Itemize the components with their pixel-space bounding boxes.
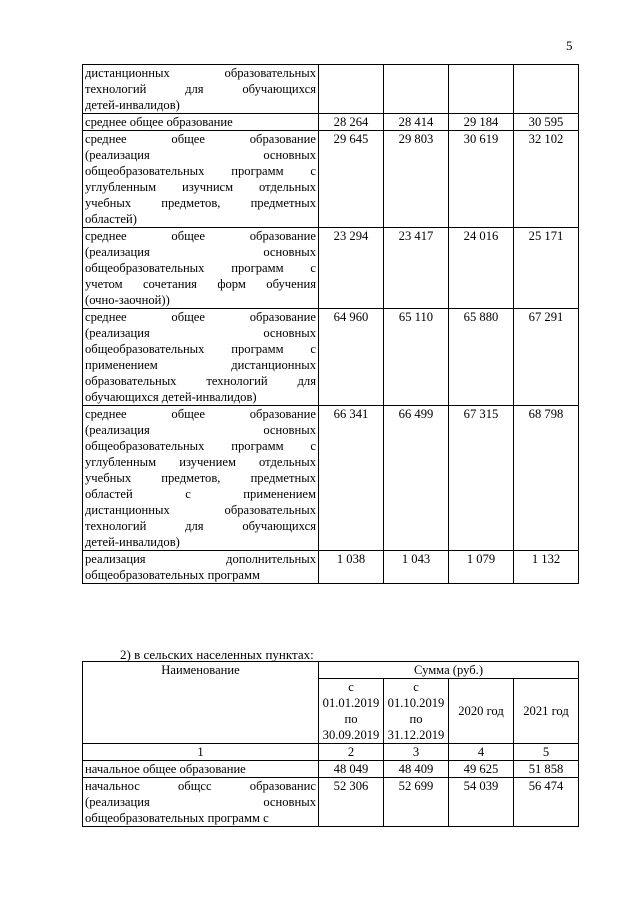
amount-cell: 51 858 [514, 761, 579, 778]
row-label-line: дистанционных образовательных [85, 66, 316, 80]
row-label [83, 114, 319, 131]
period-1-line-3: по [344, 712, 358, 726]
row-label [83, 309, 319, 406]
row-label-line: углубленным изучнисм отдельных [85, 180, 316, 194]
amount-cell: 65 110 [384, 309, 449, 406]
amount-cell: 23 417 [384, 228, 449, 309]
period-1-line-2: 01.01.2019 [322, 696, 380, 710]
amount-cell: 25 171 [514, 228, 579, 309]
row-label-line: (очно-заочной)) [85, 293, 170, 307]
table-row [83, 406, 579, 551]
amount-cell: 66 499 [384, 406, 449, 551]
table-row [83, 551, 579, 584]
amount-cell [449, 65, 514, 114]
page-number: 5 [566, 38, 573, 53]
period-2-line-1: с [413, 680, 419, 694]
header-period-1 [319, 679, 384, 744]
table-row [83, 65, 579, 114]
period-1-line-4: 30.09.2019 [322, 728, 380, 742]
row-label-line: среднее общее образование [85, 229, 316, 243]
period-2-line-3: по [409, 712, 423, 726]
row-label-line: (реализация основных [85, 148, 316, 162]
row-label-line: областей) [85, 212, 137, 226]
column-index: 4 [449, 744, 514, 761]
cost-table-urban [82, 64, 579, 584]
row-label-line: учетом сочетания форм обучения [85, 277, 316, 291]
amount-cell: 52 306 [319, 778, 384, 827]
row-label-line: областей с применением [85, 487, 316, 501]
row-label-line: начальное общее образование [85, 762, 246, 776]
row-label-line: среднее общее образование [85, 407, 316, 421]
cost-table-urban-body [83, 65, 579, 584]
table-row [83, 309, 579, 406]
amount-cell: 67 291 [514, 309, 579, 406]
amount-cell [384, 65, 449, 114]
row-label-line: среднее общее образование [85, 115, 233, 129]
row-label-line: дистанционных образовательных [85, 503, 316, 517]
column-index: 5 [514, 744, 579, 761]
row-label [83, 761, 319, 778]
amount-cell: 32 102 [514, 131, 579, 228]
amount-cell: 30 619 [449, 131, 514, 228]
amount-cell: 24 016 [449, 228, 514, 309]
amount-cell: 65 880 [449, 309, 514, 406]
row-label-line: образовательных технологий для [85, 374, 316, 388]
row-label-line: начальнос общсс образованис [85, 779, 316, 793]
table-row [83, 114, 579, 131]
period-2-line-4: 31.12.2019 [387, 728, 445, 742]
amount-cell: 23 294 [319, 228, 384, 309]
row-label-line: общеобразовательных программ с [85, 811, 269, 825]
row-label-line: обучающихся детей-инвалидов) [85, 390, 257, 404]
amount-cell: 48 049 [319, 761, 384, 778]
amount-cell: 56 474 [514, 778, 579, 827]
row-label-line: детей-инвалидов) [85, 98, 180, 112]
row-label-line: учебных предметов, предметных [85, 196, 316, 210]
column-index-row [83, 744, 579, 761]
row-label-line: (реализация основных [85, 245, 316, 259]
amount-cell: 29 803 [384, 131, 449, 228]
row-label [83, 778, 319, 827]
row-label-line: детей-инвалидов) [85, 535, 180, 549]
row-label-line: (реализация основных [85, 326, 316, 340]
header-period-2 [384, 679, 449, 744]
row-label-line: общеобразовательных программ с [85, 439, 316, 453]
row-label [83, 406, 319, 551]
row-label-line: общеобразовательных программ [85, 568, 260, 582]
table-row [83, 778, 579, 827]
row-label-line: общеобразовательных программ с [85, 261, 316, 275]
row-label-line: углубленным изучением отдельных [85, 455, 316, 469]
row-label-line: общеобразовательных программ с [85, 164, 316, 178]
row-label [83, 551, 319, 584]
amount-cell: 64 960 [319, 309, 384, 406]
amount-cell: 54 039 [449, 778, 514, 827]
amount-cell: 29 184 [449, 114, 514, 131]
row-label [83, 65, 319, 114]
header-sum: Сумма (руб.) [319, 662, 579, 679]
section-caption-rural: 2) в сельских населенных пунктах: [120, 647, 314, 662]
table-row [83, 131, 579, 228]
amount-cell: 28 414 [384, 114, 449, 131]
table-row [83, 228, 579, 309]
amount-cell: 66 341 [319, 406, 384, 551]
header-year-2020: 2020 год [449, 679, 514, 744]
table-row [83, 761, 579, 778]
amount-cell: 29 645 [319, 131, 384, 228]
row-label-line: технологий для обучающихся [85, 519, 316, 533]
row-label [83, 131, 319, 228]
column-index: 2 [319, 744, 384, 761]
cost-table-rural-body [83, 761, 579, 827]
row-label-line: учебных предметов, предметных [85, 471, 316, 485]
row-label [83, 228, 319, 309]
amount-cell: 49 625 [449, 761, 514, 778]
row-label-line: применением дистанционных [85, 358, 316, 372]
amount-cell: 48 409 [384, 761, 449, 778]
amount-cell [514, 65, 579, 114]
column-index: 3 [384, 744, 449, 761]
amount-cell: 68 798 [514, 406, 579, 551]
row-label-line: общеобразовательных программ с [85, 342, 316, 356]
row-label-line: (реализация основных [85, 423, 316, 437]
cost-table-rural [82, 661, 579, 827]
amount-cell: 1 079 [449, 551, 514, 584]
amount-cell: 1 043 [384, 551, 449, 584]
period-2-line-2: 01.10.2019 [387, 696, 445, 710]
header-year-2021: 2021 год [514, 679, 579, 744]
period-1-line-1: с [348, 680, 354, 694]
amount-cell: 52 699 [384, 778, 449, 827]
row-label-line: среднее общее образование [85, 132, 316, 146]
row-label-line: технологий для обучающихся [85, 82, 316, 96]
row-label-line: среднее общее образование [85, 310, 316, 324]
amount-cell: 30 595 [514, 114, 579, 131]
amount-cell: 28 264 [319, 114, 384, 131]
amount-cell [319, 65, 384, 114]
amount-cell: 1 132 [514, 551, 579, 584]
column-index: 1 [83, 744, 319, 761]
row-label-line: (реализация основных [85, 795, 316, 809]
amount-cell: 1 038 [319, 551, 384, 584]
row-label-line: реализация дополнительных [85, 552, 316, 566]
header-name: Наименование [83, 662, 319, 744]
amount-cell: 67 315 [449, 406, 514, 551]
